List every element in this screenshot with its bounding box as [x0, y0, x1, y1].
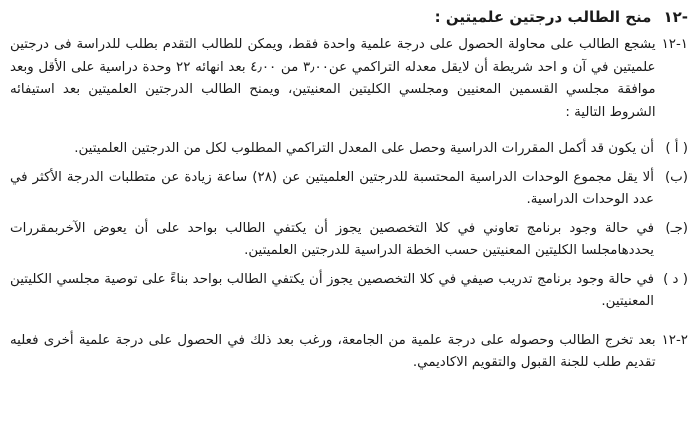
conditions-list	[10, 138, 688, 314]
condition-item-a	[10, 138, 688, 161]
paragraph-number: ٢-١٢	[661, 332, 688, 348]
condition-item-c	[10, 218, 688, 263]
section-heading	[10, 6, 688, 28]
paragraph-number: ١-١٢	[661, 37, 688, 52]
condition-text: ألا يقل مجموع الوحدات الدراسية المحتسبة للدرجتين العلميتين عن (٢٨) ساعة زيادة عن متطلبات الدرجة الأكثر في عدد الوحدات الدراسية.	[10, 169, 654, 207]
condition-mark: ( د )	[663, 271, 688, 287]
condition-mark: ( أ )	[665, 141, 688, 156]
section-title: منح الطالب درجتين علميتين :	[434, 8, 652, 26]
paragraph-text: يشجع الطالب على محاولة الحصول على درجة علمية واحدة فقط، ويمكن للطالب التقدم بطلب للدراسة فى درجتين علميتين في آن و احد شريطة أن لايقل معدله التراكمي عن٣٫٠٠ من ٤٫٠٠ بعد انهائه ٢٢ وحدة دراسية على الأقل وبعد موافقة مجلسي القسمين المعنيين ومجلسي الكليتين المعنيتين، ويمنح الطالب الدرجتين العلميتين بعد استيفائه الشروط التالية :	[10, 37, 656, 120]
paragraph-12-1	[10, 34, 688, 124]
paragraph-text: بعد تخرج الطالب وحصوله على درجة علمية من الجامعة، ورغب بعد ذلك في الحصول على درجة علمية أخرى فعليه تقديم طلب للجنة القبول والتقويم الاكاديمي.	[10, 332, 656, 370]
condition-text: في حالة وجود برنامج تدريب صيفي في كلا التخصصين يجوز أن يكتفي الطالب بواحد بناءً على توصية مجلسي الكليتين المعنيتين.	[10, 271, 654, 309]
condition-item-d	[10, 269, 688, 314]
condition-mark: (جـ)	[665, 220, 688, 236]
condition-text: أن يكون قد أكمل المقررات الدراسية وحصل على المعدل التراكمي المطلوب لكل من الدرجتين العلميتين.	[74, 141, 654, 156]
paragraph-12-2	[10, 330, 688, 375]
condition-mark: (ب)	[664, 169, 688, 185]
section-number: -١٢	[663, 8, 688, 26]
condition-text: في حالة وجود برنامج تعاوني في كلا التخصصين يجوز أن يكتفي الطالب بواحد على أن يعوض الآخربمقررات يحددهامجلسا الكليتين المعنيتين حسب الخطة الدراسية للدرجتين العلميتين.	[10, 220, 654, 258]
condition-item-b	[10, 167, 688, 212]
document-page	[10, 6, 688, 441]
